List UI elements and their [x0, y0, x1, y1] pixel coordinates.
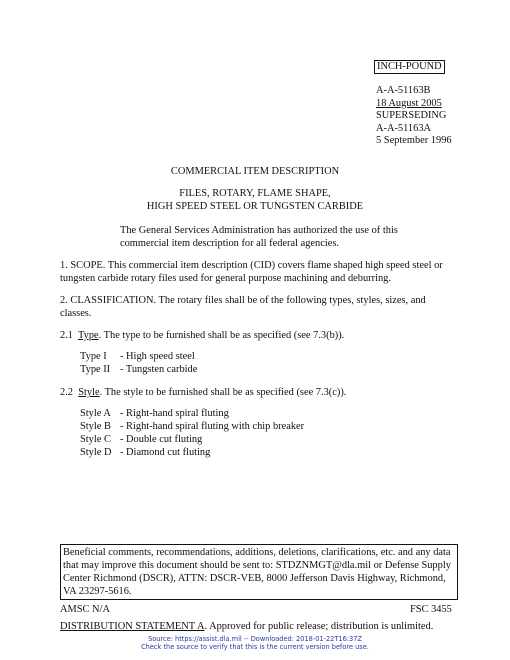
section-number: 2.1 [60, 330, 73, 341]
section-text: . The style to be furnished shall be as specified (see 7.3(c)). [99, 387, 347, 398]
comments-line: that may improve this document should be sent to: STDZNMGT@dla.mil or Defense Supply [63, 560, 451, 571]
list-item-key: Style A [80, 408, 111, 419]
authorization-paragraph [120, 224, 420, 250]
section-text: . The type to be furnished shall be as specified (see 7.3(b)). [98, 330, 345, 341]
list-item-text: - Diamond cut fluting [120, 447, 211, 458]
classification-paragraph [60, 294, 460, 320]
doc-date: 18 August 2005 [376, 97, 442, 109]
list-item [80, 350, 197, 363]
scope-paragraph [60, 259, 460, 285]
document-type-heading: COMMERCIAL ITEM DESCRIPTION [170, 166, 340, 177]
authorization-line: The General Services Administration has authorized the use of this [120, 225, 398, 236]
style-list [80, 407, 304, 459]
section-label: Style [78, 387, 100, 398]
classification-line: 2. CLASSIFICATION. The rotary files shall be of the following types, styles, sizes, and [60, 295, 426, 306]
comments-line: VA 23297-5616. [63, 586, 132, 597]
scope-line: 1. SCOPE. This commercial item description (CID) covers flame shaped high speed steel or [60, 260, 443, 271]
type-section-heading [60, 329, 460, 342]
doc-number: A-A-51163B [376, 85, 431, 96]
comments-line: Center Richmond (DSCR), ATTN: DSCR-VEB, 8000 Jefferson Davis Highway, Richmond, [63, 573, 446, 584]
list-item [80, 433, 304, 446]
list-item-key: Style C [80, 434, 111, 445]
style-section-heading [60, 386, 460, 399]
list-item-text: - High speed steel [120, 351, 195, 362]
type-list [80, 350, 197, 376]
distribution-statement [60, 620, 433, 633]
distribution-label: DISTRIBUTION STATEMENT A [60, 621, 205, 632]
amsc-label: AMSC N/A [60, 604, 110, 615]
comments-line: Beneficial comments, recommendations, additions, deletions, clarifications, etc. and any data [63, 547, 451, 558]
list-item-text: - Tungsten carbide [120, 364, 198, 375]
list-item [80, 446, 304, 459]
scope-line: tungsten carbide rotary files used for general purpose machining and deburring. [60, 273, 391, 284]
section-number: 2.2 [60, 387, 73, 398]
section-label: Type [78, 330, 99, 341]
inch-pound-label: INCH-POUND [374, 60, 445, 74]
previous-doc-number: A-A-51163A [376, 122, 432, 134]
list-item-key: Style D [80, 447, 112, 458]
source-stamp [0, 635, 510, 651]
distribution-text: . Approved for public release; distribution is unlimited. [204, 621, 434, 632]
document-identifier [376, 85, 452, 148]
source-line: Source: https://assist.dla.mil -- Downloaded: 2018-01-22T16:37Z [148, 635, 362, 643]
superseding-label: SUPERSEDING [376, 110, 447, 122]
list-item-key: Type II [80, 364, 111, 375]
document-title-line-1: FILES, ROTARY, FLAME SHAPE, [179, 188, 331, 199]
verify-line: Check the source to verify that this is the current version before use. [141, 643, 369, 651]
list-item-key: Style B [80, 421, 111, 432]
list-item-text: - Right-hand spiral fluting [120, 408, 229, 419]
list-item-key: Type I [80, 351, 107, 362]
list-item-text: - Double cut fluting [120, 434, 203, 445]
comments-box [60, 544, 458, 600]
previous-doc-date: 5 September 1996 [376, 135, 452, 147]
list-item [80, 407, 304, 420]
list-item [80, 363, 197, 376]
list-item [80, 420, 304, 433]
list-item-text: - Right-hand spiral fluting with chip breaker [120, 421, 305, 432]
fsc-label: FSC 3455 [410, 604, 452, 615]
document-title-line-2: HIGH SPEED STEEL OR TUNGSTEN CARBIDE [146, 201, 364, 212]
classification-line: classes. [60, 308, 92, 319]
authorization-line: commercial item description for all federal agencies. [120, 238, 339, 249]
